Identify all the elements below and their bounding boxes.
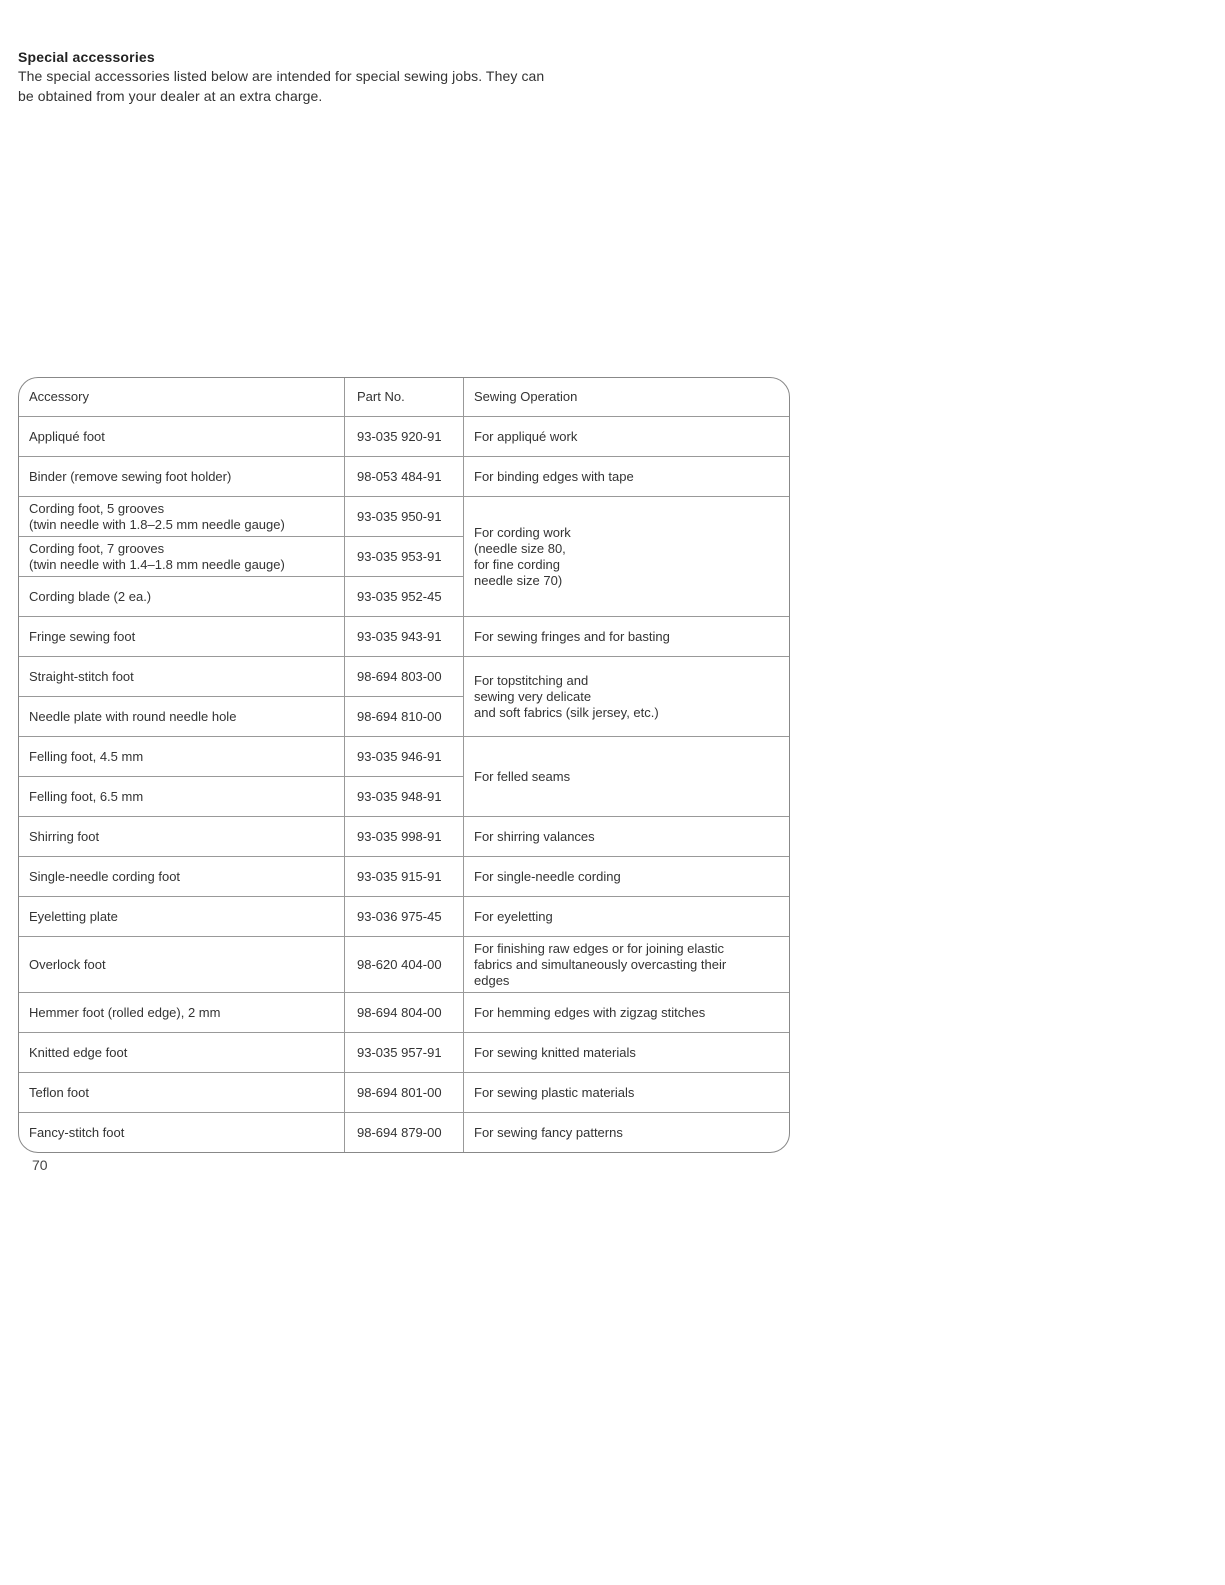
operation-cell: For sewing knitted materials [464,1033,789,1073]
header-part-no: Part No. [344,378,464,417]
accessory-cell: Hemmer foot (rolled edge), 2 mm [19,993,344,1033]
table-row [19,497,789,537]
operation-cell: For sewing plastic materials [464,1073,789,1113]
part-no-cell: 93-035 957-91 [344,1033,464,1073]
accessory-line: Cording foot, 5 grooves [29,500,165,516]
intro-line-2: be obtained from your dealer at an extra charge. [18,88,323,104]
part-no-cell: 98-694 810-00 [344,697,464,737]
intro-line-1: The special accessories listed below are intended for special sewing jobs. They can [18,68,545,84]
accessory-subline: (twin needle with 1.8–2.5 mm needle gauge) [29,516,285,532]
part-no-cell: 98-694 879-00 [344,1113,464,1152]
operation-line: needle size 70) [474,572,563,588]
part-no-cell: 93-035 948-91 [344,777,464,817]
accessory-cell: Eyeletting plate [19,897,344,937]
part-no-cell: 93-035 953-91 [344,537,464,577]
table-header-row [19,378,789,417]
part-no-cell: 98-053 484-91 [344,457,464,497]
table-row [19,1033,789,1073]
operation-line: For finishing raw edges or for joining elastic [474,940,725,956]
accessories-table [18,377,790,1153]
operation-cell: For eyeletting [464,897,789,937]
table-row [19,817,789,857]
operation-cell: For appliqué work [464,417,789,457]
accessory-cell: Binder (remove sewing foot holder) [19,457,344,497]
accessory-cell: Single-needle cording foot [19,857,344,897]
page-number: 70 [32,1157,48,1173]
operation-cell: For binding edges with tape [464,457,789,497]
operation-cell: For sewing fancy patterns [474,1124,623,1140]
operation-line: edges [474,972,510,988]
table-row [19,1113,789,1152]
part-no-cell: 93-036 975-45 [344,897,464,937]
operation-cell-cording [464,497,789,617]
accessory-cell: Felling foot, 4.5 mm [19,737,344,777]
part-no-cell: 93-035 943-91 [344,617,464,657]
accessory-cell [19,537,344,577]
operation-line: fabrics and simultaneously overcasting their [474,956,727,972]
part-no-cell: 93-035 946-91 [344,737,464,777]
table-row [19,937,789,993]
section-heading: Special accessories [18,49,155,65]
operation-cell: For hemming edges with zigzag stitches [464,993,789,1033]
part-no-cell: 98-694 803-00 [344,657,464,697]
operation-cell-topstitch [464,657,789,737]
table-row [19,617,789,657]
operation-line: For topstitching and [474,672,589,688]
accessory-cell: Cording blade (2 ea.) [19,577,344,617]
accessory-cell [19,497,344,537]
operation-cell-overlock [464,937,789,993]
accessory-subline: (twin needle with 1.4–1.8 mm needle gauge) [29,556,285,572]
table-row [19,1073,789,1113]
part-no-cell: 98-694 804-00 [344,993,464,1033]
operation-line: For cording work [474,524,571,540]
operation-line: (needle size 80, [474,540,566,556]
part-no-cell: 98-620 404-00 [344,937,464,993]
operation-cell-felled: For felled seams [464,737,789,817]
part-no-cell: 98-694 801-00 [344,1073,464,1113]
accessory-cell: Felling foot, 6.5 mm [19,777,344,817]
operation-line: sewing very delicate [474,688,592,704]
accessory-cell: Shirring foot [19,817,344,857]
operation-cell: For single-needle cording [464,857,789,897]
part-no-cell: 93-035 998-91 [344,817,464,857]
part-no-cell: 93-035 950-91 [344,497,464,537]
table-row [19,657,789,697]
part-no-cell: 93-035 915-91 [344,857,464,897]
table-row [19,737,789,777]
accessory-line: Cording foot, 7 grooves [29,540,165,556]
operation-cell: For shirring valances [464,817,789,857]
accessory-cell: Appliqué foot [19,417,344,457]
accessory-cell: Teflon foot [19,1073,344,1113]
accessory-cell: Straight-stitch foot [19,657,344,697]
table-row [19,857,789,897]
part-no-cell: 93-035 920-91 [344,417,464,457]
accessory-cell: Fancy-stitch foot [29,1124,125,1140]
operation-line: for fine cording [474,556,560,572]
table-row [19,417,789,457]
table-row [19,897,789,937]
intro-paragraph [18,66,718,106]
header-sewing-operation: Sewing Operation [464,378,789,417]
accessory-cell: Fringe sewing foot [19,617,344,657]
accessory-cell: Overlock foot [19,937,344,993]
table-row [19,993,789,1033]
operation-line: and soft fabrics (silk jersey, etc.) [474,704,659,720]
accessory-cell: Needle plate with round needle hole [19,697,344,737]
accessory-cell: Knitted edge foot [19,1033,344,1073]
table-row [19,457,789,497]
part-no-cell: 93-035 952-45 [344,577,464,617]
header-accessory: Accessory [19,378,344,417]
operation-cell: For sewing fringes and for basting [464,617,789,657]
